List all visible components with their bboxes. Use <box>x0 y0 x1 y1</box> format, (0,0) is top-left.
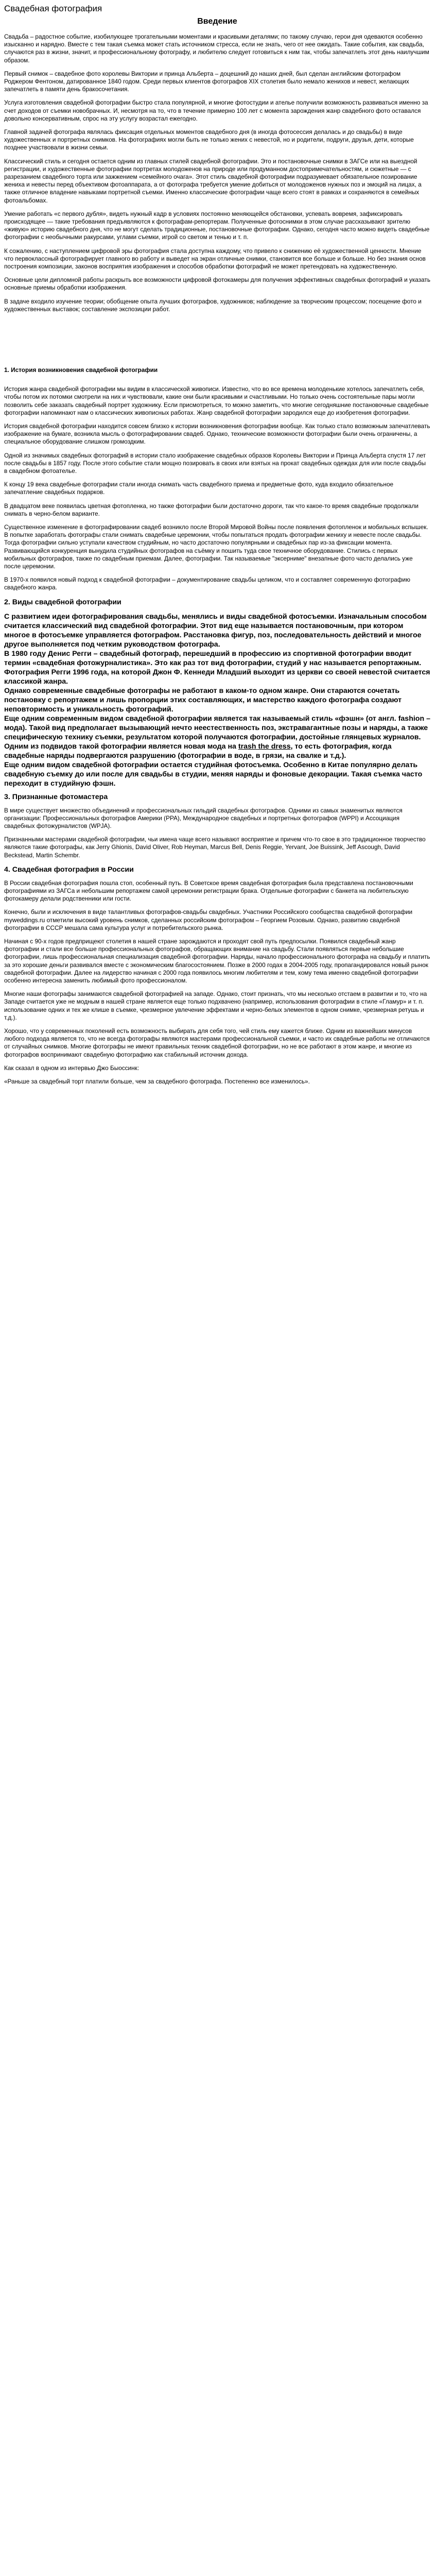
section-1 <box>4 385 430 591</box>
paragraph: История жанра свадебной фотографии мы видим в классической живописи. Известно, что во все времена молоденькие хотелось запечатлеть себя, чтобы потом их потомки смотрели на них и чувствовали, какие они были красивыми и счастливыми. Но только очень состоятельные пары могли позволить себе заказать свадебный портрет художнику. Если присмотреться, то можно заметить, что многие сегодняшние постановочные свадебные фотографии напоминают нам о классических живописных работах. Жанр свадебной фотографии зародился еще до изобретения фотографии. <box>4 385 429 416</box>
paragraph: В мире существует множество объединений и профессиональных гильдий свадебных фотографов. Одними из самых знаменитых являются организации: Профессиональных фотографов Америки (PPA), Международное свадебных и портретных фотографов (WPPI) и Ассоциация свадебных фотожурналистов (WPJA). <box>4 806 403 829</box>
paragraph: Главной задачей фотографа являлась фиксация отдельных моментов свадебного дня (в иногда фотосессия делалась и до свадьбы) в виде художественных и портретных снимков. На фотографиях могли быть не только жених с невестой, но и родители, подруги, друзья, дети, которые позднее участвовали в жизни семьи. <box>4 128 414 151</box>
paragraph: Существенное изменение в фотографировании свадеб возникло после Второй Мировой Войны после появления фотопленок и мобильных вспышек. В попытке заработать фотографы стали снимать свадебные церемонии, чтобы попытаться продать фотографии жениху и невесте после свадьбы. Тогда фотографии сильно уступали качеством студийным, но часто достаточно популярными и свадебных пар из-за фиксации момента. Развивающийся конкуренция вынудила студийных фотографов на съёмку и пошить туда свое техничное оборудование. Стились с первых мобильных фотографов, также по свадебным приемам. Далее, фотографии. Так называемые "эксерниме" внезапные фото часто делались уже после церемонии. <box>4 523 428 570</box>
section-1-heading: 1. История возникновения свадебной фотографии <box>4 366 158 374</box>
section-4-heading: 4. Свадебная фотография в России <box>4 865 134 874</box>
section-4 <box>4 879 430 1086</box>
paragraph: В задаче входило изучение теории; обобщение опыта лучших фотографов, художников; наблюдение за творческим процессом; посещение фото и художественных выставок; составление экспозиции работ. <box>4 297 422 313</box>
bold-paragraph: В 1980 году Денис Регги – свадебный фотограф, перешедший в профессию из спортивной фотографии вводит термин «свадебная фотожурналистика». Это как раз тот вид фотографии, студий у нас называется репортажным. Фотография Регги 1996 года, на которой Джон Ф. Кеннеди Младший выходит из церкви со своей невестой считается классикой жанра. <box>4 649 430 686</box>
paragraph: В России свадебная фотография пошла стоп, особенный путь. В Советское время свадебная фотография была представлена постановочными фотографиями из ЗАГСа и небольшим репортажем самой церемонии регистрации брака. Отдельные фотографии с банкета на любительскую фотокамеру делали родственники или гости. <box>4 879 413 903</box>
paragraph: К сожалению, с наступлением цифровой эры фотография стала доступна каждому, что привело к снижению её художественной ценности. Мнение что первоклассный фотографирует главного во работу и выведет на экран отличные снимки, становится все больше и больше. Но без знания основ построения композиции, законов восприятия изображения и способов обработки фотографий не может претендовать на художественную. <box>4 247 426 270</box>
paragraph: Свадьба – радостное событие, изобилующее трогательными моментами и красивыми деталями; по такому случаю, герои дня одеваются особенно изысканно и нарядно. Вместе с тем такая съемка может стать источником стресса, если не знать, чего от нее ожидать. Такие события, как свадьба, случаются раз в жизни, значит, и профессиональному фотографу, и любителю следует готовиться к ним так, чтобы запечатлеть этот день наилучшим образом. <box>4 33 429 64</box>
paragraph: Начиная с 90-х годов предприщеют столетия в нашей стране зарождаются и проходят свой путь предпосылки. Появился свадебный жанр фотографии и стали все больше профессиональных фотографов, обращающих внимание на свадьбу. Стали появляться первые небольшие фотографии, лишь профессиональная специализация свадебной фотографии. Наряды, начало профессионального фотографа на свадьбу и платить за это хорошие деньги развивался вместе с экономическим благосостоянием. Позже в 2000 годах в 2004-2005 году, пропагандировался новый рынок свадебной фотографии. Далее на лидерство начиная с 2000 года появилось многим любителям и тем, кому тема именно свадебной фотографии особенно интересна заменить любимый фото профессионалом. <box>4 938 430 985</box>
site-title: Свадебная фотография <box>4 4 102 13</box>
section-2-heading: 2. Виды свадебной фотографии <box>4 598 121 606</box>
section-2 <box>4 612 430 788</box>
paragraph: Умение работать «с первого дубля», видеть нужный кадр в условиях постоянно меняющейся обстановки, успевать вовремя, зафиксировать происходящее — такие требования предъявляются к фотографам-репортерам. Полученные фотоснимки в этом случае рассказывают зрителю «живую» историю свадебного дня, что не могут сделать традиционные, постановочные фотографии. Однако, сегодня часто можно видеть свадебные фотографии с необычными ракурсами, углами съемки, игрой со светом и тенью и т. п. <box>4 210 430 241</box>
bold-paragraph: Однако современные свадебные фотографы не работают в каком-то одном жанре. Они стараются сочетать постановку с репортажем и лишь пропорции этих составляющих, и мастерство каждого фотографа создают неповторимость и уникальность фотографий. <box>4 686 402 714</box>
intro-section <box>4 33 430 313</box>
spacer <box>4 319 430 366</box>
paragraph: Услуга изготовления свадебной фотографии быстро стала популярной, и многие фотостудии и ателье получили возможность развиваться именно за счет доходов от съемки новобрачных. И, несмотря на то, что в течение примерно 100 лет с момента зарождения жанр свадебного фото оставался довольно консервативным, спрос на эту услугу возрастал ежегодно. <box>4 99 428 122</box>
section-3-heading: 3. Признанные фотомастера <box>4 792 108 801</box>
paragraph: История свадебной фотографии находится совсем близко к истории возникновения фотографии вообще. Как только стало возможным запечатлевать изображение на бумаге, возникла мысль о фотографировании свадеб. Однако, технические возможности фотографии были очень ограничены, а специальное оборудование слишком громоздким. <box>4 422 430 446</box>
paragraph: Многие наши фотографы занимаются свадебной фотографией на западе. Однако, стоит признать, что мы несколько отстаем в развитии и то, что на Западе считается уже не модным в нашей стране является еще только подхвачено (например, использования фотографии в стиле «Гламур» и т. п. использование одних и тех же клише в съемке, чрезмерное увлечение эффектами и черно-белых элементов в одном снимке, чрезмерная ретушь и т.д.). <box>4 990 427 1021</box>
trash-the-dress-link[interactable]: trash the dress <box>238 742 291 751</box>
bold-paragraph: Еще одним видом свадебной фотографии остается студийная фотосъемка. Особенно в Китае популярно делать свадебную съемку до или после для свадьбы в студии, меняя наряды и фоновые декорации. Такая съемка часто переходит в студийную фэшн. <box>4 760 423 788</box>
paragraph: Хорошо, что у современных поколений есть возможность выбирать для себя того, чей стиль ему кажется ближе. Одним из важнейших минусов любого подхода является то, что не всегда фотографы являются мастерами профессиональной съемки, и часто их свадебные работы не отличаются от случайных снимков. Многие фотографы не имеют правильных техник свадебной фотографии, но не все работают в этом жанре, и многие из фотографов воспринимают свадебную фотографию как стабильный источник дохода. <box>4 1027 430 1058</box>
bold-paragraph: С развитием идеи фотографирования свадьбы, менялись и виды свадебной фотосъемки. Изначальным способом считается классический вид свадебной фотографии. Этот вид еще называется постановочным, при котором многое в фотосъемке управляется фотографом. Расстановка фигур, поз, последовательность действий и многое другое выполняется под четким руководством фотографа. <box>4 612 427 649</box>
intro-heading: Введение <box>197 17 237 26</box>
paragraph: Первый снимок – свадебное фото королевы Виктории и принца Альберта – доцешний до наших дней, был сделан английским фотографом Роджером Фентоном, датированное 1840 годом. Среди первых клиентов фотографов XIX столетия было немало женихов и невест, желающих запечатлеть в памяти день бракосочетания. <box>4 70 409 93</box>
paragraph: Признанными мастерами свадебной фотографии, чьи имена чаще всего называют восприятие и причем что-то свое в это традиционное творчество являются такие фотографы, как Jerry Ghionis, David Oliver, Rob Heyman, Marcus Bell, Denis Reggie, Yervant, Joe Buissink, Jeff Ascough, David Beckstead, Martin Schembr. <box>4 836 426 859</box>
paragraph: К концу 19 века свадебные фотографии стали иногда снимать часть свадебного приема и предметные фото, куда входило обязательное запечатление свадебных подарков. <box>4 481 394 496</box>
section-3 <box>4 807 430 859</box>
paragraph: В двадцатом веке появилась цветная фотопленка, но также фотографии были достаточно дороги, так что какое-то время свадебные продолжали снимать в черно-белом варианте. <box>4 502 418 517</box>
paragraph: Основные цели дипломной работы раскрыть все возможности цифровой фотокамеры для получения эффективных свадебных фотографий и указать основные приемы обработки изображения. <box>4 276 430 292</box>
paragraph: Одной из значимых свадебных фотографий в истории стало изображение свадебных образов Королевы Виктории и Принца Альберта спустя 17 лет после свадьбы в 1857 году. После этого событие стали мощно позировать в своих или взятых на прокат свадебных одеждах для или после свадьбы в свадебном фотоателье. <box>4 451 426 474</box>
paragraph: Классический стиль и сегодня остается одним из главных стилей свадебной фотографии. Это и постановочные снимки в ЗАГСе или на выездной регистрации, и художественные фотографии портретах молодоженов на природе или продуманном достопримечательностям, и сюжетные — с разрезанием свадебного торта или зажжением «семейного очага». Этот стиль свадебной фотографии подразумевает обязательное позирование жениха и невесты перед объективом фотоаппарата, а от фотографа требуется умение добиться от молодоженов нужных поз и эмоций на лицах, а также отличное владение навыками портретной съемки. Именно классические фотографии чаще всего стоят в рамках и сохраняются в семейных фотоальбомах. <box>4 157 422 204</box>
document-page <box>4 3 430 1091</box>
bold-paragraph-trash: Еще одним современным видом свадебной фотографии является так называемый стиль «фэшн» (от англ. fashion – мода). Такой вид предполагает вызывающий нечто неестественность поз, экстравагантные позы и наряды, а также специфическую технику съемки, результатом которой получаются фотографии, достойные глянцевых журналов. Одним из подвидов такой фотографии является новая мода на trash the dress, то есть фотография, когда свадебные наряды подвергаются разрушению (фотографии в воде, в грязи, на свалке и т.д.). <box>4 714 430 760</box>
paragraph: Как сказал в одном из интервью Джо Быоссинк: <box>4 1064 139 1072</box>
paragraph: «Раньше за свадебный торт платили больше, чем за свадебного фотографа. Постепенно все изменилось». <box>4 1078 310 1086</box>
paragraph: Конечно, были и исключения в виде талантливых фотографов-свадьбы свадебных. Участники Российского сообщества свадебной фотографии myweddings.ru отметили высокий уровень снимков, сделанных российским фотографом – Георгием Розовым. Однако, развитию свадебной фотографии в СССР мешала сама культура услуг и потребительского рынка. <box>4 908 413 931</box>
paragraph: В 1970-х появился новый подход к свадебной фотографии – документирование свадьбы целиком, что и составляет современную фотографию свадебного жанра. <box>4 576 410 591</box>
